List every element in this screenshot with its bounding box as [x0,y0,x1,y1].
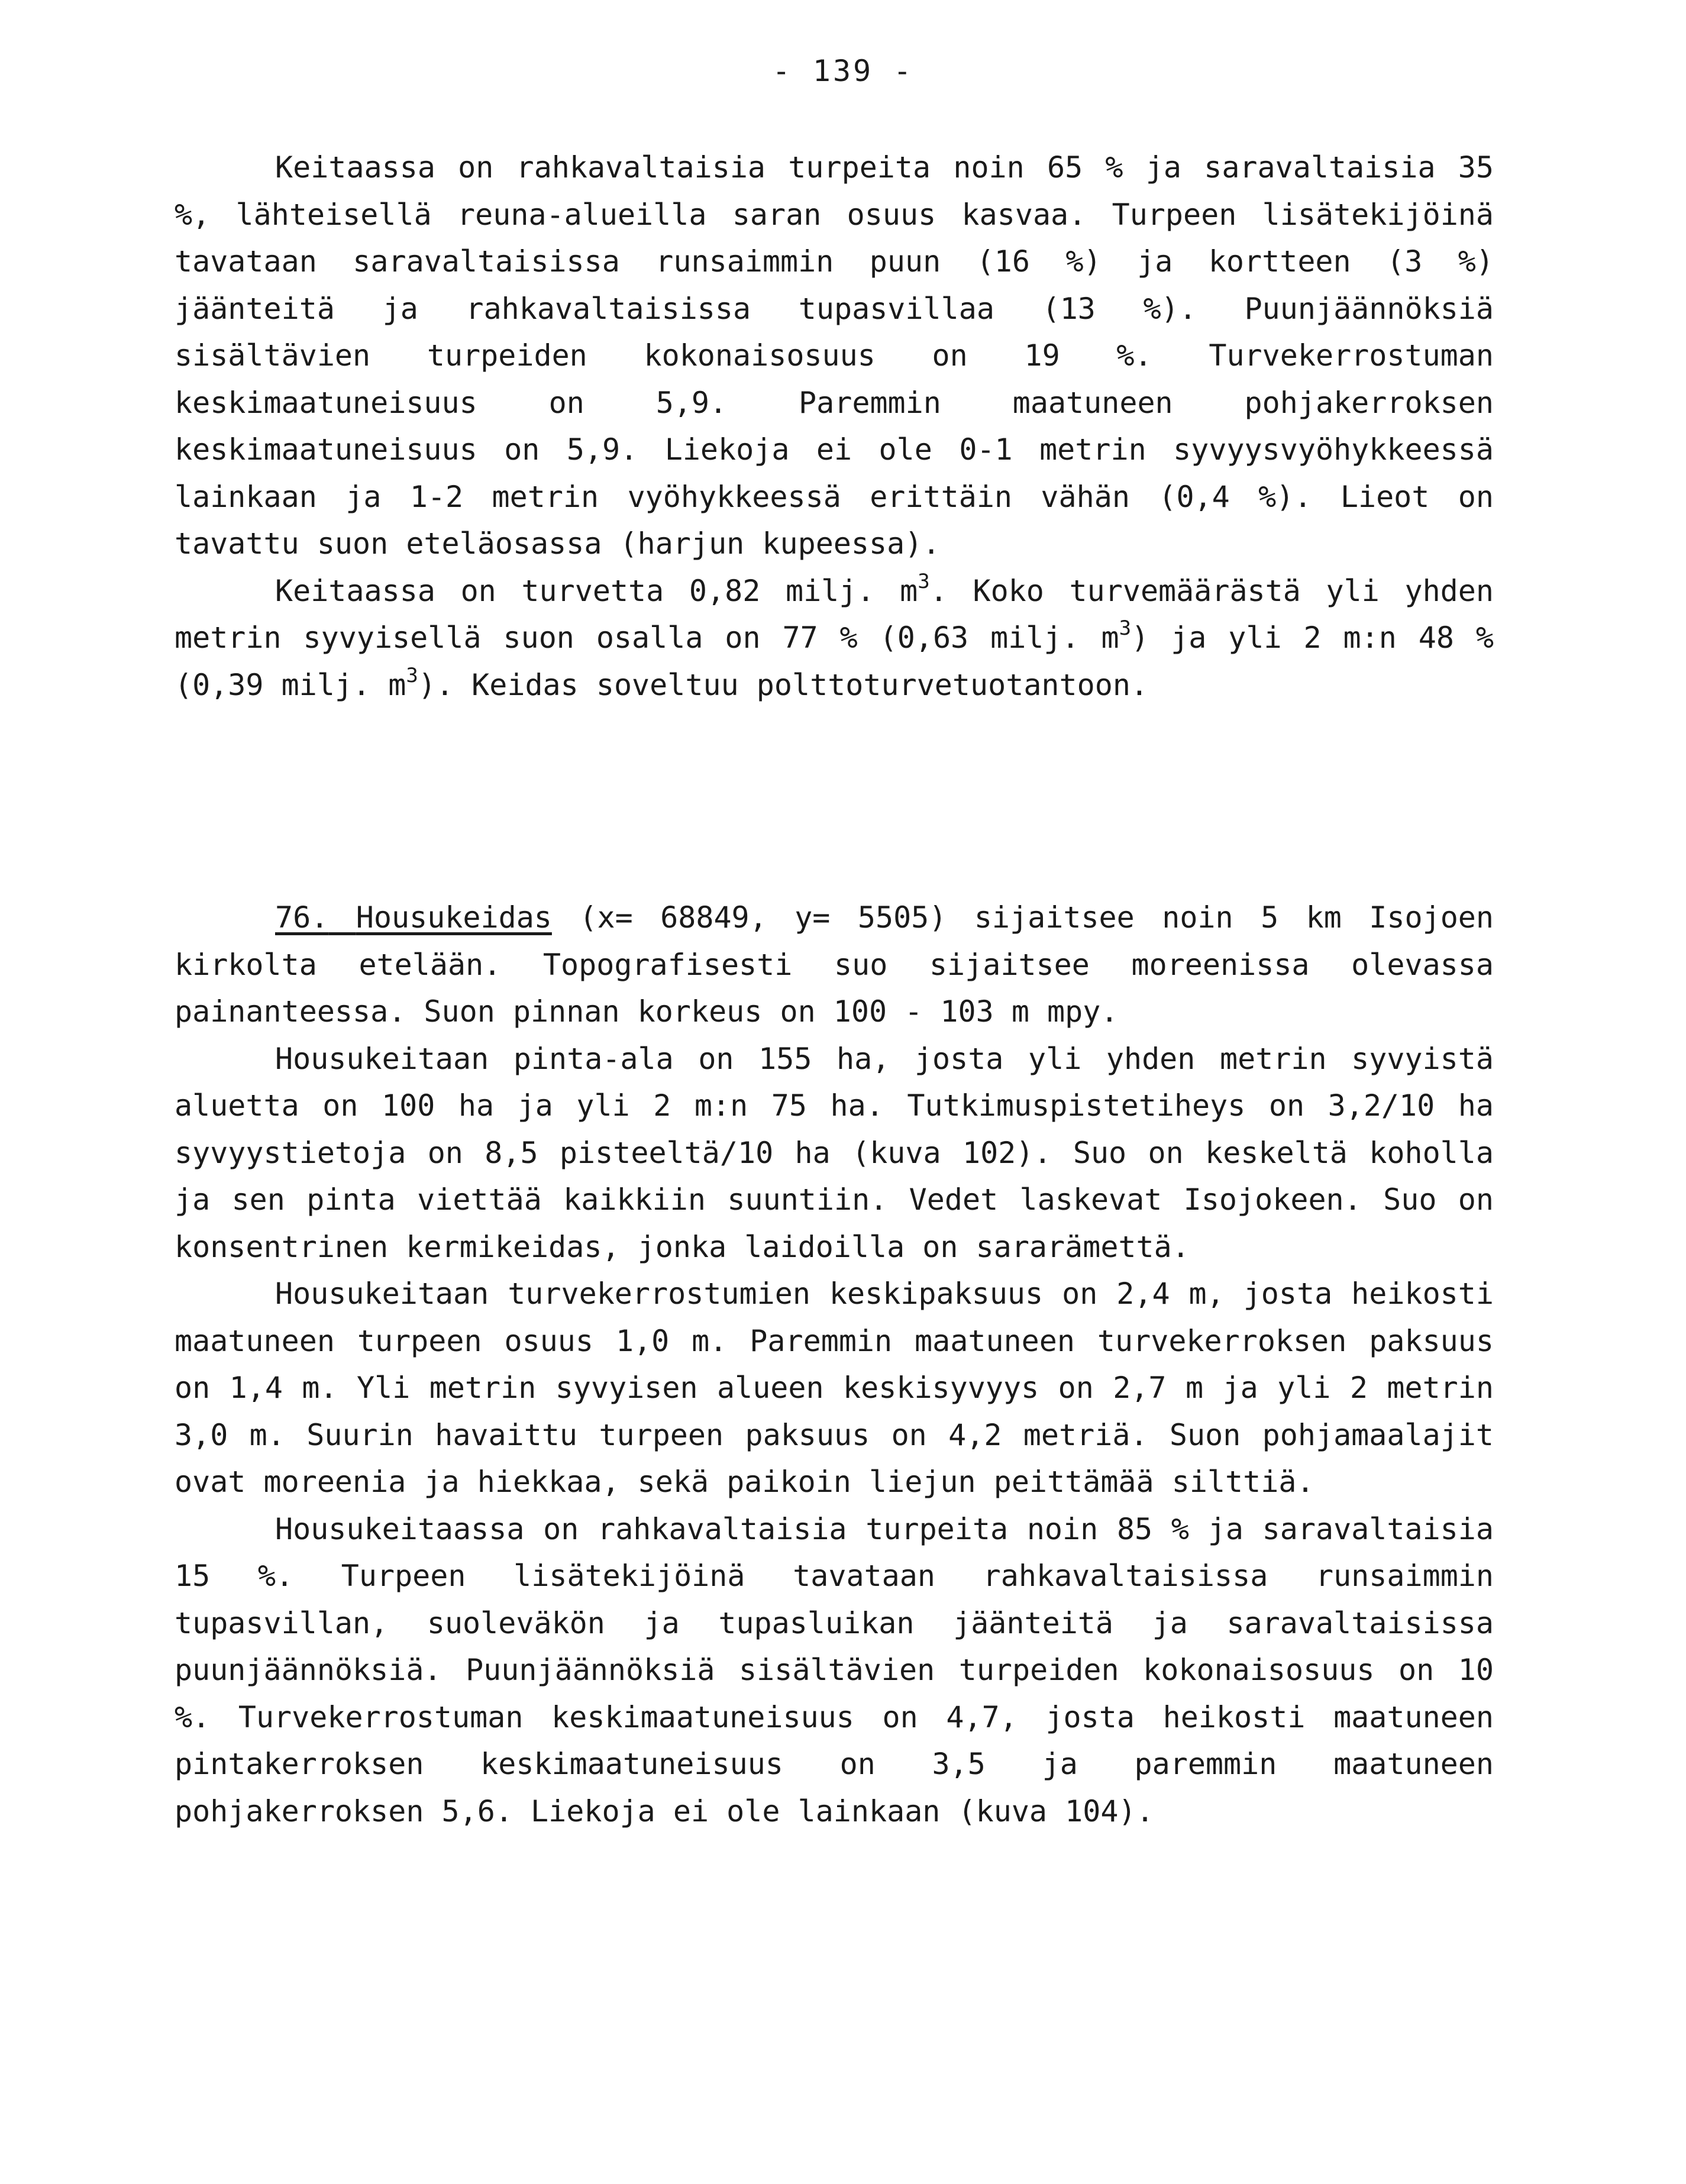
housukeidas-intro-paragraph [175,894,1494,1036]
housukeidas-area-paragraph: Housukeitaan pinta-ala on 155 ha, josta yli yhden metrin syvyistä aluetta on 100 ha ja yli 2 m:n 75 ha. Tutkimuspistetiheys on 3,2/10 ha syvyystietoja on 8,5 pisteeltä/10 ha (kuva 102). Suo on keskeltä koholla ja sen pinta viettää kaikkiin suuntiin. Vedet laskevat Isojokeen. Suo on konsentrinen kermikeidas, jonka laidoilla on sararämettä. [175,1041,1494,1264]
section-heading-name: Housukeidas [356,900,552,935]
peat-volume-paragraph [175,568,1494,709]
section-heading-number: 76. [275,900,329,935]
text-run: ). Keidas soveltuu polttoturvetuotantoon. [418,667,1149,702]
section-housukeidas [175,894,1494,1835]
text-run: (x= 68849, y= 5505) sijaitsee noin 5 km Isojoen kirkolta etelään. Topografisesti suo sijaitsee moreenissa olevassa painanteessa. Suon pinnan korkeus on 100 - 103 m mpy. [175,900,1494,1029]
text-run: . Koko turvemäärästä yli yhden metrin syvyisellä suon osalla on 77 % (0,63 milj. m [175,573,1494,655]
text-run: Keitaassa on turvetta 0,82 milj. m [275,573,918,608]
section-keidas-continuation [175,144,1494,709]
peat-composition-paragraph: Keitaassa on rahkavaltaisia turpeita noin 65 % ja saravaltaisia 35 %, lähteisellä reuna-alueilla saran osuus kasvaa. Turpeen lisätekijöinä tavataan saravaltaisissa runsaimmin puun (16 %) ja kortteen (3 %) jäänteitä ja rahkavaltaisissa tupasvillaa (13 %). Puunjäännöksiä sisältävien turpeiden kokonaisosuus on 19 %. Turvekerrostuman keskimaatuneisuus on 5,9. Paremmin maatuneen pohjakerroksen keskimaatuneisuus on 5,9. Liekoja ei ole 0-1 metrin syvyysvyöhykkeessä lainkaan ja 1-2 metrin vyöhykkeessä erittäin vähän (0,4 %). Lieot on tavattu suon eteläosassa (harjun kupeessa). [175,150,1494,561]
page-number: - 139 - [772,54,914,88]
superscript: 3 [1119,616,1132,640]
superscript: 3 [918,569,930,593]
superscript: 3 [406,663,418,687]
section-heading [275,900,552,935]
housukeidas-thickness-paragraph: Housukeitaan turvekerrostumien keskipaksuus on 2,4 m, josta heikosti maatuneen turpeen osuus 1,0 m. Paremmin maatuneen turvekerroksen paksuus on 1,4 m. Yli metrin syvyisen alueen keskisyvyys on 2,7 m ja yli 2 metrin 3,0 m. Suurin havaittu turpeen paksuus on 4,2 metriä. Suon pohjamaalajit ovat moreenia ja hiekkaa, sekä paikoin liejun peittämää silttiä. [175,1277,1494,1499]
housukeidas-composition-paragraph: Housukeitaassa on rahkavaltaisia turpeita noin 85 % ja saravaltaisia 15 %. Turpeen lisätekijöinä tavataan rahkavaltaisissa runsaimmin tupasvillan, suoleväkön ja tupasluikan jäänteitä ja saravaltaisissa puunjäännöksiä. Puunjäännöksiä sisältävien turpeiden kokonaisosuus on 10 %. Turvekerrostuman keskimaatuneisuus on 4,7, josta heikosti maatuneen pintakerroksen keskimaatuneisuus on 3,5 ja paremmin maatuneen pohjakerroksen 5,6. Liekoja ei ole lainkaan (kuva 104). [175,1511,1494,1828]
text-run: ) ja yli 2 m:n 48 % (0,39 milj. m [175,621,1494,702]
